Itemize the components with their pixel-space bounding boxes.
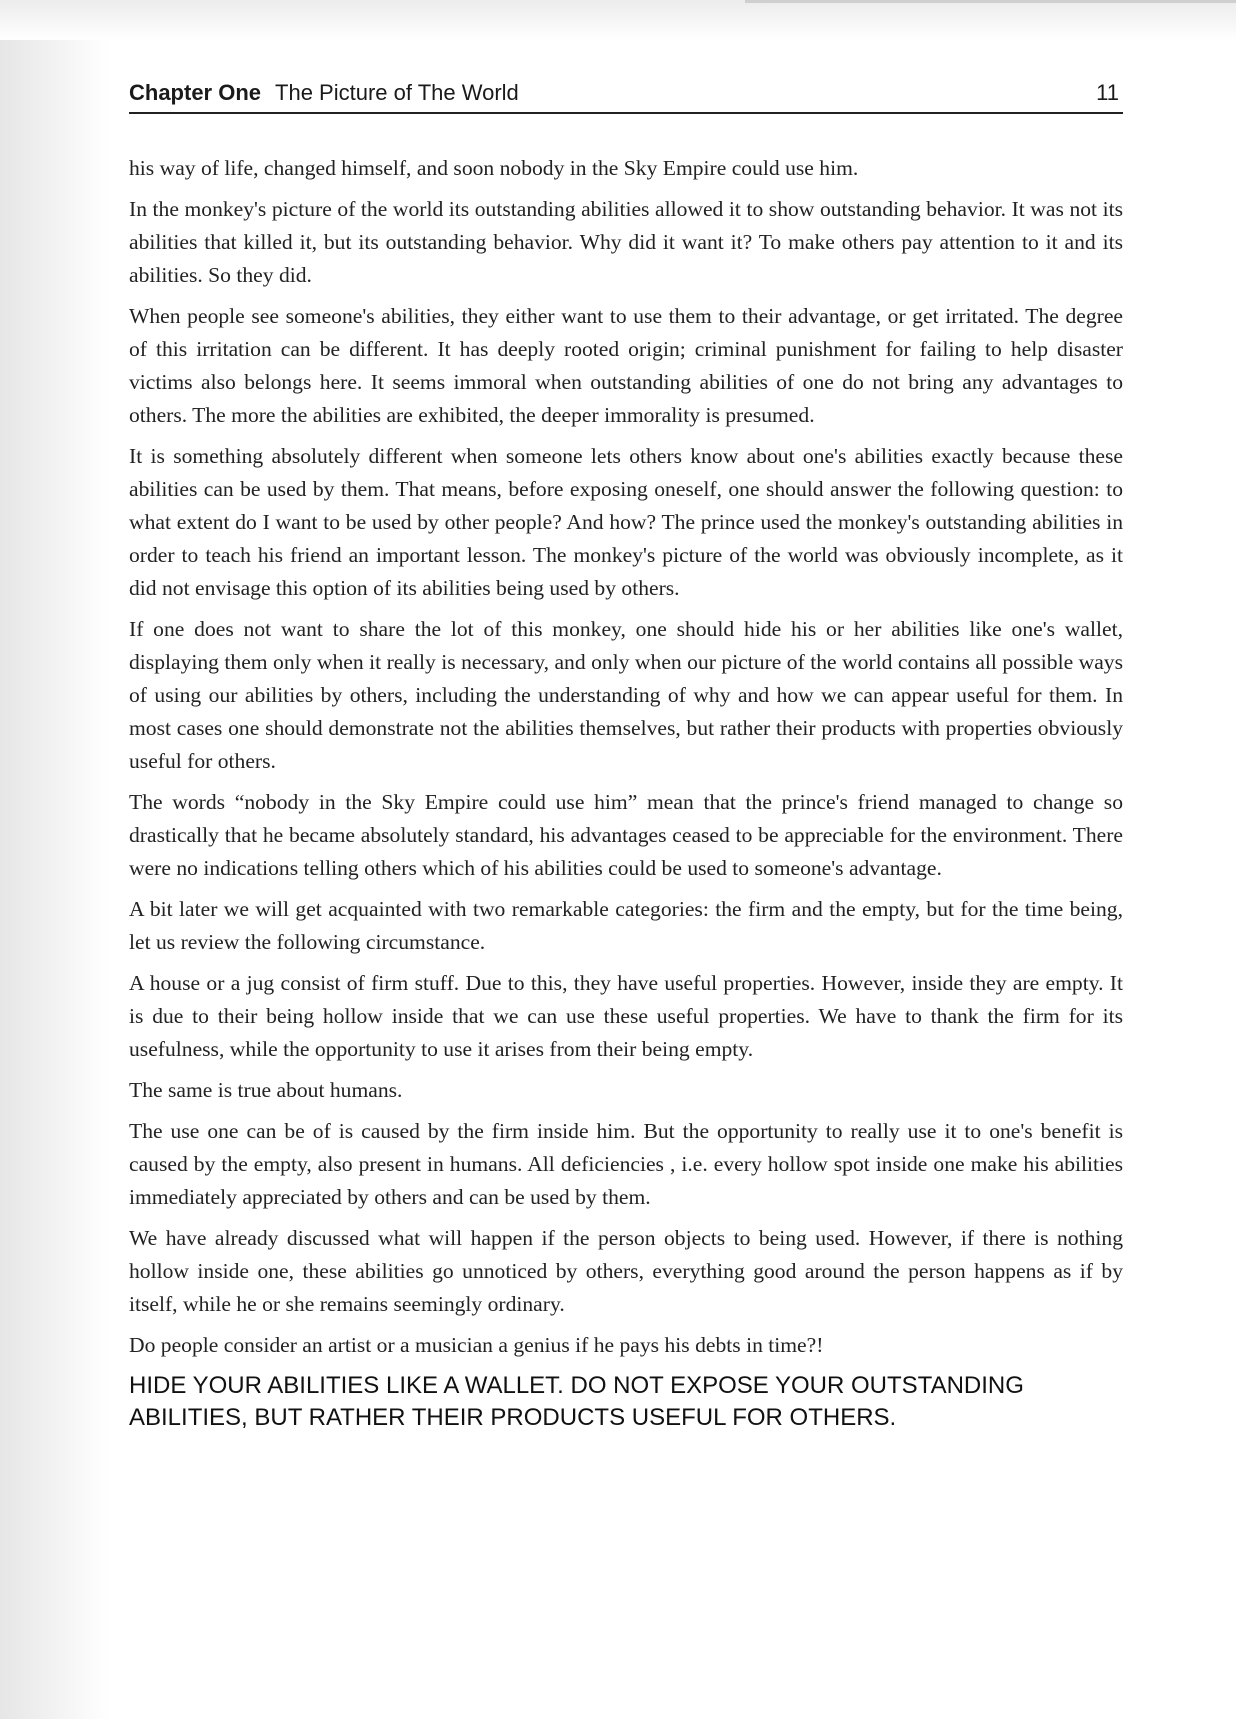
paragraph: When people see someone's abilities, they either want to use them to their advantage, or get irritated. The degree of this irritation can be different. It has deeply rooted origin; criminal punishment for failing to help disaster victims also belongs here. It seems immoral when outstanding abilities of one do not bring any advantages to others. The more the abilities are exhibited, the deeper immorality is presumed. — [129, 304, 1123, 427]
chapter-title: The Picture of The World — [275, 80, 519, 105]
paragraph: The use one can be of is caused by the firm inside him. But the opportunity to really use it to one's benefit is caused by the empty, also present in humans. All deficiencies , i.e. every hollow spot inside one make his abilities immediately appreciated by others and can be used by them. — [129, 1119, 1123, 1209]
paragraph: We have already discussed what will happen if the person objects to being used. However, if there is nothing hollow inside one, these abilities go unnoticed by others, everything good around the person happens as if by itself, while he or she remains seemingly ordinary. — [129, 1226, 1123, 1316]
paragraph: If one does not want to share the lot of this monkey, one should hide his or her abilities like one's wallet, displaying them only when it really is necessary, and only when our picture of the world contains all possible ways of using our abilities by others, including the understanding of why and how we can appear useful for them. In most cases one should demonstrate not the abilities themselves, but rather their products with properties obviously useful for others. — [129, 617, 1123, 773]
paragraph: It is something absolutely different when someone lets others know about one's abilities exactly because these abilities can be used by them. That means, before exposing oneself, one should answer the following question: to what extent do I want to be used by other people? And how? The prince used the monkey's outstanding abilities in order to teach his friend an important lesson. The monkey's picture of the world was obviously incomplete, as it did not envisage this option of its abilities being used by others. — [129, 444, 1123, 600]
paragraph: Do people consider an artist or a musician a genius if he pays his debts in time?! — [129, 1333, 824, 1357]
page-number: 11 — [1096, 80, 1119, 105]
paragraph: A house or a jug consist of firm stuff. Due to this, they have useful properties. However, inside they are empty. It is due to their being hollow inside that we can use these useful properties. We have to thank the firm for its usefulness, while the opportunity to use it arises from their being empty. — [129, 971, 1123, 1061]
scan-edge-line — [745, 0, 1236, 3]
body-text — [129, 152, 1123, 1362]
running-header — [129, 80, 1123, 114]
paragraph: The same is true about humans. — [129, 1078, 403, 1102]
book-page — [129, 80, 1123, 1434]
scan-shadow-left — [0, 0, 110, 1719]
paragraph: A bit later we will get acquainted with two remarkable categories: the firm and the empty, but for the time being, let us review the following circumstance. — [129, 897, 1123, 954]
scan-shadow-top — [0, 0, 1236, 40]
paragraph: his way of life, changed himself, and soon nobody in the Sky Empire could use him. — [129, 156, 859, 180]
key-takeaway: HIDE YOUR ABILITIES LIKE A WALLET. DO NOT EXPOSE YOUR OUTSTANDING ABILITIES, BUT RATHER THEIR PRODUCTS USEFUL FOR OTHERS. — [129, 1372, 1024, 1431]
paragraph: The words “nobody in the Sky Empire could use him” mean that the prince's friend managed to change so drastically that he became absolutely standard, his advantages ceased to be appreciable for the environment. There were no indications telling others which of his abilities could be used to someone's advantage. — [129, 790, 1123, 880]
paragraph: In the monkey's picture of the world its outstanding abilities allowed it to show outstanding behavior. It was not its abilities that killed it, but its outstanding behavior. Why did it want it? To make others pay attention to it and its abilities. So they did. — [129, 197, 1123, 287]
chapter-label: Chapter One — [129, 80, 262, 105]
